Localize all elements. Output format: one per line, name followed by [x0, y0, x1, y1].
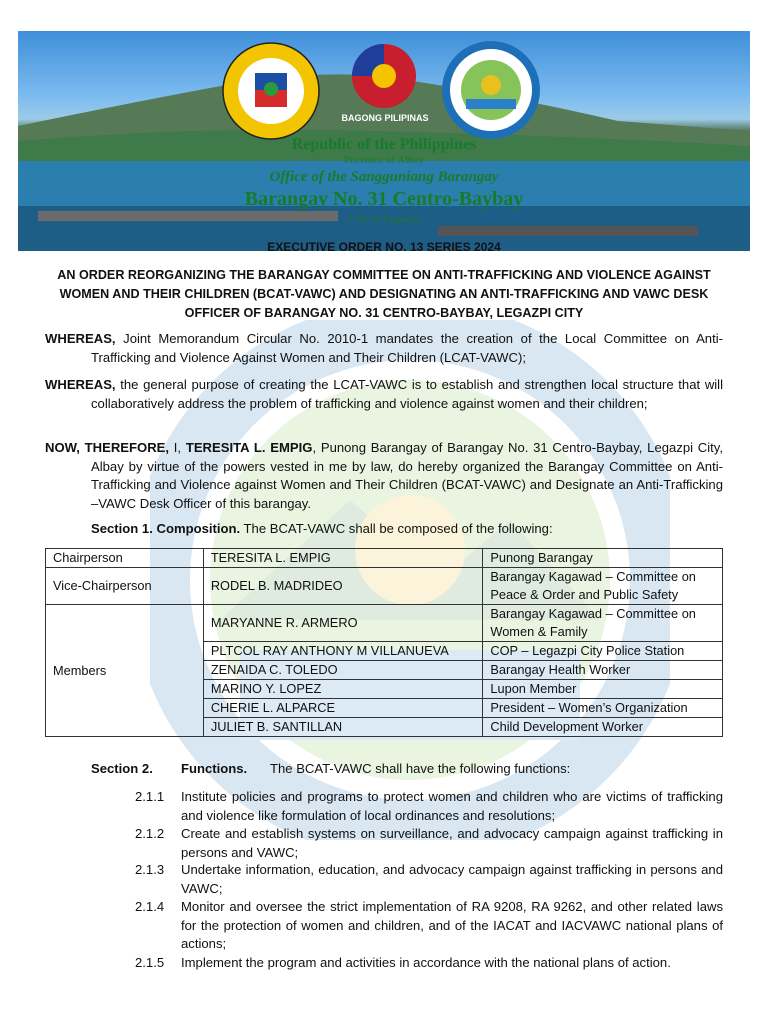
function-number: 2.1.1 [135, 789, 165, 804]
section-1-title: Section 1. Composition. [91, 521, 241, 536]
section-2-title: Functions. [181, 761, 248, 776]
position-cell: Punong Barangay [483, 549, 723, 568]
whereas-text: Joint Memorandum Circular No. 2010-1 mandates the creation of the Local Committee on Anti-Trafficking and Violence Against Women and Their Children (LCAT-VAWC); [91, 331, 723, 365]
function-text: Undertake information, education, and advocacy campaign against trafficking in persons and VAWC; [181, 862, 723, 896]
position-cell: President – Women’s Organization [483, 699, 723, 718]
composition-table [45, 548, 723, 737]
position-cell: Barangay Kagawad – Committee on Peace & Order and Public Safety [483, 568, 723, 605]
section-1-text: The BCAT-VAWC shall be composed of the following: [240, 521, 553, 536]
position-cell: Barangay Health Worker [483, 661, 723, 680]
function-text: Create and establish systems on surveillance, and advocacy campaign against trafficking in persons and VAWC; [181, 826, 723, 860]
role-cell: Members [46, 605, 204, 737]
punong-barangay-name: TERESITA L. EMPIG [185, 440, 313, 455]
section-2-label: Section 2. [91, 761, 153, 776]
republic-heading: Republic of the Philippines [291, 136, 477, 153]
function-item [135, 898, 723, 954]
position-cell: COP – Legazpi City Police Station [483, 642, 723, 661]
name-cell: ZENAIDA C. TOLEDO [203, 661, 483, 680]
barangay-31-seal-icon [442, 41, 540, 139]
function-text: Institute policies and programs to protect women and children who are victims of trafficking and violence like formulation of local ordinances and resolutions; [181, 789, 723, 823]
bagong-pilipinas-caption: BAGONG PILIPINAS [341, 113, 429, 123]
function-number: 2.1.2 [135, 826, 165, 841]
bagong-pilipinas-logo-icon [343, 41, 425, 111]
now-therefore-lead: NOW, THEREFORE, [45, 440, 170, 455]
province-heading: Province of Albay [343, 154, 425, 166]
office-heading: Office of the Sangguniang Barangay [269, 169, 499, 185]
function-number: 2.1.3 [135, 862, 165, 877]
name-cell: JULIET B. SANTILLAN [203, 718, 483, 737]
section-2-heading [91, 761, 731, 776]
function-item [135, 954, 723, 973]
executive-order-number: EXECUTIVE ORDER NO. 13 SERIES 2024 [267, 240, 501, 254]
table-row [46, 605, 723, 642]
function-text: Monitor and oversee the strict implementation of RA 9208, RA 9262, and other related laws for the protection of women and children, and of the IACAT and IACVAWC national plans of actions; [181, 899, 723, 952]
header-banner [18, 31, 750, 251]
table-row [46, 549, 723, 568]
function-item [135, 788, 723, 825]
whereas-text: the general purpose of creating the LCAT-VAWC is to establish and strengthen local structure that will collaboratively address the problem of trafficking and violence against women and their children; [91, 377, 723, 411]
section-2-text: The BCAT-VAWC shall have the following functions: [270, 761, 571, 776]
whereas-clause-2 [45, 376, 723, 413]
now-therefore-clause [45, 439, 723, 513]
position-cell: Child Development Worker [483, 718, 723, 737]
whereas-lead: WHEREAS, [45, 377, 116, 392]
function-number: 2.1.4 [135, 899, 165, 914]
name-cell: TERESITA L. EMPIG [203, 549, 483, 568]
role-cell: Chairperson [46, 549, 204, 568]
city-heading: City of Legazpi [349, 213, 419, 225]
whereas-lead: WHEREAS, [45, 331, 116, 346]
position-cell: Lupon Member [483, 680, 723, 699]
function-item [135, 825, 723, 862]
whereas-clause-1 [45, 330, 723, 367]
now-therefore-text: , Punong Barangay of Barangay No. 31 Centro-Baybay, Legazpi City, Albay by virtue of the powers vested in me by law, do hereby organized the Barangay Committee on Anti-Trafficking and Violence against Women and Their Children (BCAT-VAWC) and Designate an Anti-Trafficking –VAWC Desk Officer of this barangay. [91, 440, 723, 511]
name-cell: MARYANNE R. ARMERO [203, 605, 483, 642]
name-cell: RODEL B. MADRIDEO [203, 568, 483, 605]
name-cell: MARINO Y. LOPEZ [203, 680, 483, 699]
function-number: 2.1.5 [135, 955, 165, 970]
order-title: AN ORDER REORGANIZING THE BARANGAY COMMITTEE ON ANTI-TRAFFICKING AND VIOLENCE AGAINST WOMEN AND THEIR CHILDREN (BCAT-VAWC) AND DESIGNATING AN ANTI-TRAFFICKING AND VAWC DESK OFFICER OF BARANGAY NO. 31 CENTRO-BAYBAY, LEGAZPI CITY [57, 268, 711, 320]
city-of-legazpi-seal-icon [221, 41, 321, 141]
function-text: Implement the program and activities in accordance with the national plans of action. [181, 955, 671, 970]
name-cell: CHERIE L. ALPARCE [203, 699, 483, 718]
function-item [135, 861, 723, 898]
name-cell: PLTCOL RAY ANTHONY M VILLANUEVA [203, 642, 483, 661]
role-cell: Vice-Chairperson [46, 568, 204, 605]
barangay-heading: Barangay No. 31 Centro-Baybay [244, 188, 524, 210]
section-1-heading [91, 521, 553, 536]
position-cell: Barangay Kagawad – Committee on Women & Family [483, 605, 723, 642]
table-row [46, 568, 723, 605]
now-therefore-i: I, [169, 440, 186, 455]
